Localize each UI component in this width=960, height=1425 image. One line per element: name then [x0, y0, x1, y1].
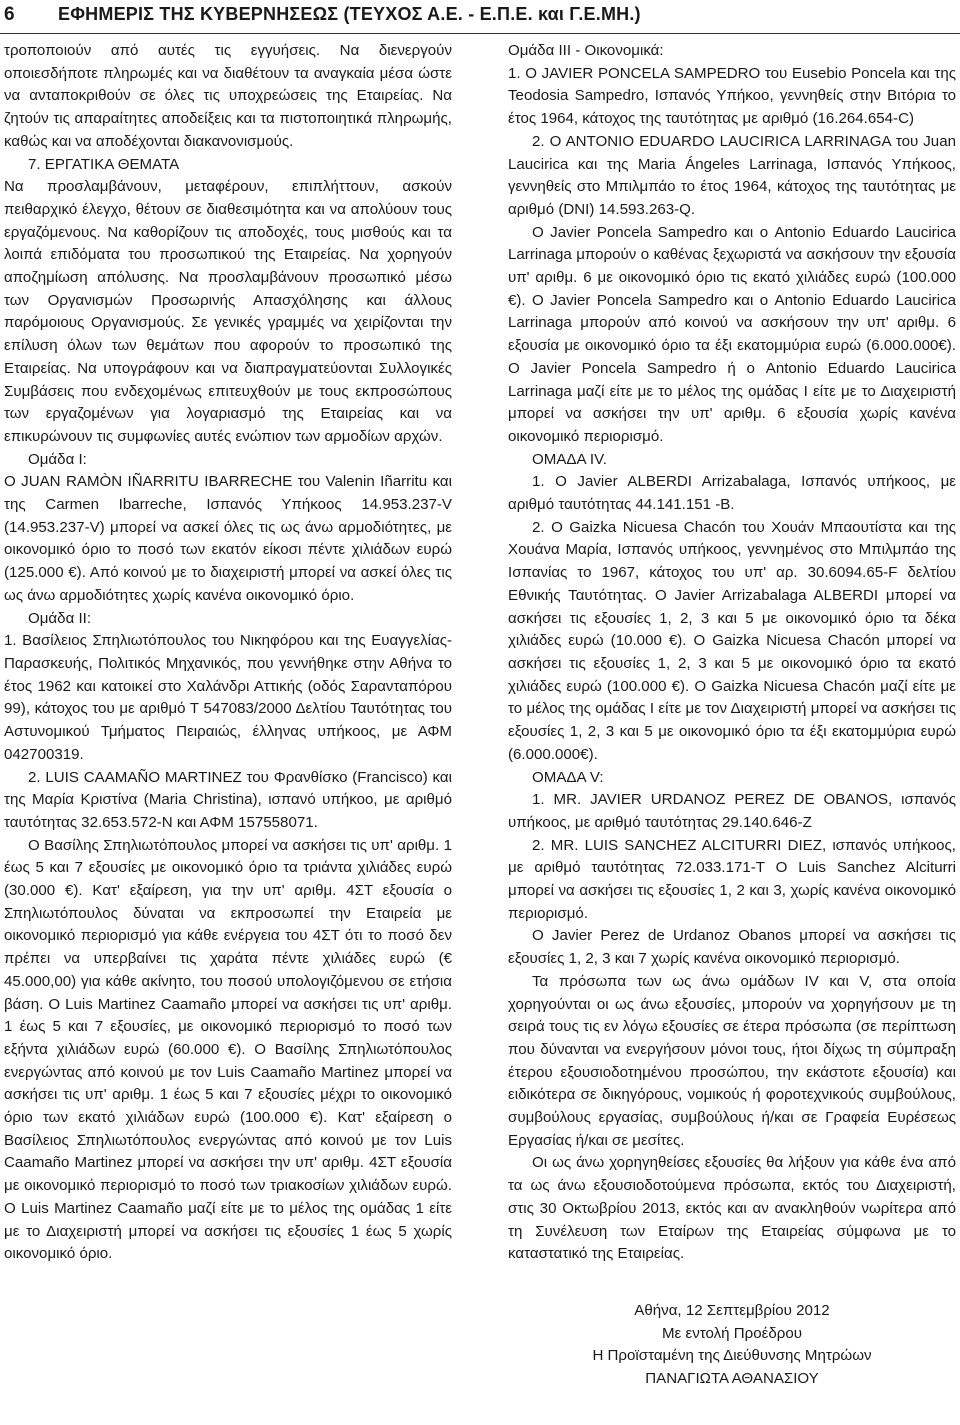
signature-name: ΠΑΝΑΓΙΩΤΑ ΑΘΑΝΑΣΙΟΥ [645, 1370, 819, 1388]
group-heading: Ομάδα ΙΙΙ - Οικονομικά: [508, 42, 664, 59]
group-heading: ΟΜΑΔΑ IV. [532, 450, 607, 468]
paragraph: 1. Βασίλειος Σπηλιωτόπουλος του Νικηφόρου και της Ευαγγελίας- Παρασκευής, Πολιτικός Μηχανικός, που γεννήθηκε στην Αθήνα το έτος 1962 και κατοικεί στο Χαλάνδρι Αττικής (οδός Σαρανταπόρου 99), κάτοχος του με αριθμό Τ 547083/2000 Δελτίου Ταυτότητας του Αστυνομικού Τμήματος Πειραιώς, έλληνας υπήκοος, με ΑΦΜ 042700319. [4, 632, 452, 763]
section-heading: 7. ΕΡΓΑΤΙΚΑ ΘΕΜΑΤΑ [28, 155, 180, 173]
group-heading: ΟΜΑΔΑ V: [532, 768, 604, 786]
header-divider [0, 33, 960, 34]
paragraph: 2. O ANTONIO EDUARDO LAUCIRICA LARRINAGA του Juan Laucirica και της Maria Ángeles Larrinaga, Ισπανός Υπήκοος, γεννηθείς στο Μπιλμπάο το έτος 1964, κάτοχος της ταυτότητας με αριθμό (DNI) 14.593.263-Q. [508, 132, 956, 218]
signature-place-date: Αθήνα, 12 Σεπτεμβρίου 2012 [634, 1301, 830, 1319]
paragraph: Οι ως άνω χορηγηθείσες εξουσίες θα λήξουν για κάθε ένα από τα ως άνω εξουσιοδοτούμενα πρόσωπα, εκτός του Διαχειριστή, στις 30 Οκτωβρίου 2013, εκτός και αν ανακληθούν νωρίτερα από τη Συνέλευση των Εταίρων της Εταιρείας σύμφωνα με το καταστατικό της Εταιρείας. [508, 1154, 956, 1263]
group-heading: Ομάδα ΙΙ: [28, 609, 92, 627]
paragraph: O Javier Poncela Sampedro και ο Antonio Eduardo Laucirica Larrinaga μπορούν ο καθένας ξεχωριστά να ασκήσουν την εξουσία υπ' αριθμ. 6 με οικονομικό όριο τις εκατό χιλιάδες ευρώ (100.000 €). O Javier Poncela Sampedro και ο Antonio Eduardo Laucirica Larrinaga μπορούν από κοινού να ασκήσουν την υπ' αριθμ. 6 εξουσία με οικονομικό όριο τα έξι εκατομμύρια ευρώ (6.000.000€). O Javier Poncela Sampedro ή ο Antonio Eduardo Laucirica Larrinaga μαζί είτε με το μέλος της ομάδας Ι είτε με το Διαχειριστή μπορεί να ασκήσει την υπ' αριθμ. 6 εξουσία χωρίς κανένα οικονομικό περιορισμό. [508, 223, 956, 445]
page-title: ΕΦΗΜΕΡΙΣ ΤΗΣ ΚΥΒΕΡΝΗΣΕΩΣ (ΤΕΥΧΟΣ Α.Ε. - Ε.Π.Ε. και Γ.Ε.ΜΗ.) [58, 4, 641, 24]
paragraph: Τα πρόσωπα των ως άνω ομάδων IV και V, στα οποία χορηγούνται οι ως άνω εξουσίες, μπορούν να χορηγήσουν με τη σειρά τους τις εν λόγω εξουσίες σε έτερα πρόσωπα (σε περίπτωση που δύνανται να ενεργήσουν μόνοι τους, ήτοι δίχως τη σύμπραξη έτερου εξουσιοδοτημένου προσώπου, την εκάστοτε εξουσία) και ειδικότερα σε δικηγόρους, νομικούς ή φοροτεχνικούς συμβούλους, συμβούλους εργασίας, συμβούλους ή/και σε Γραφεία Ευρέσεως Εργασίας ή/και σε μεσίτες. [508, 972, 956, 1149]
paragraph: 1. O JAVIER PONCELA SAMPEDRO του Eusebio Poncela και της Teodosia Sampedro, Ισπανός Υπήκοο, γεννηθείς στην Βιτόρια το έτος 1964, κάτοχος της ταυτότητας με αριθμό (16.264.654-C) [508, 64, 956, 128]
paragraph: 1. MR. JAVIER URDANOZ PEREZ DE OBANOS, ισπανός υπήκοος, με αριθμό ταυτότητας 29.140.646-Z [508, 791, 956, 831]
paragraph: 2. O Gaizka Nicuesa Chacón του Χουάν Μπαουτίστα και της Χουάνα Μαρία, Ισπανός υπήκοος, γεννημένος στο Μπιλμπάο της Ισπανίας το 1967, κάτοχος του υπ' αρ. 30.6094.65-F δελτίου Εθνικής Ταυτότητας. O Javier Arrizabalaga ALBERDI μπορεί να ασκήσει τις εξουσίες 1, 2, 3 και 5 με οικονομικό όριο τα δέκα χιλιάδες ευρώ (10.000 €). O Gaizka Nicuesa Chacón μπορεί να ασκήσει τις εξουσίες 1, 2, 3 και 5 με οικονομικό όριο τα εκατό χιλιάδες ευρώ (100.000 €). O Gaizka Nicuesa Chacón μαζί είτε με το μέλος της ομάδας Ι είτε με τον Διαχειριστή μπορεί να ασκήσει τις εξουσίες 1, 2, 3 και 5 με οικονομικό όριο τα έξι εκατομμύρια ευρώ (6.000.000€). [508, 518, 956, 763]
signature-office: Η Προϊσταμένη της Διεύθυνσης Μητρώων [592, 1347, 872, 1365]
page-header [0, 0, 960, 44]
paragraph: Να προσλαμβάνουν, μεταφέρουν, επιπλήττουν, ασκούν πειθαρχικό έλεγχο, θέτουν σε διαθεσιμότητα και να απολύουν τους εργαζόμενους. Να καθορίζουν τις αποδοχές, τους μισθούς και τα λοιπά επιδόματα του προσωπικού της Εταιρείας. Να χορηγούν αποζημίωση απόλυσης. Να προσλαμβάνουν προσωπικό μέσω των Οργανισμών Προσωρινής Απασχόλησης και άλλους παρόμοιους Οργανισμούς. Σε γενικές γραμμές να χειρίζονται την επίλυση όλων των θεμάτων που αφορούν το προσωπικό της Εταιρείας. Να υπογράφουν και να διαπραγματεύονται Συλλογικές Συμβάσεις που ενδεχομένως επιτευχθούν με τους εκπροσώπους των εργαζομένων για λογαριασμό της Εταιρείας και να επικυρώνουν τις συμφωνίες αυτές ενώπιον των αρμοδίων αρχών. [4, 178, 452, 445]
paragraph: 1. O Javier ALBERDI Arrizabalaga, Ισπανός υπήκοος, με αριθμό ταυτότητας 44.141.151 -B. [508, 473, 956, 514]
paragraph: 2. LUIS CAAMAÑO MARTINEZ του Φρανθίσκο (Francisco) και της Μαρία Κριστίνα (Maria Christina), ισπανό υπήκοο, με αριθμό ταυτότητας 32.653.572-N και ΑΦΜ 157558071. [4, 768, 452, 831]
paragraph: 2. MR. LUIS SANCHEZ ALCITURRI DIEZ, ισπανός υπήκοος, με αριθμό ταυτότητας 72.033.171-T O Luis Sanchez Alciturri μπορεί να ασκήσει τις εξουσίες 1, 2 και 3, χωρίς κανένα οικονομικό περιορισμό. [508, 836, 956, 922]
group-heading: Ομάδα Ι: [28, 450, 87, 468]
left-column [4, 40, 452, 1420]
paragraph: Ο Βασίλης Σπηλιωτόπουλος μπορεί να ασκήσει τις υπ' αριθμ. 1 έως 5 και 7 εξουσίες με οικονομικό όριο τα τριάντα χιλιάδες ευρώ (30.000 €). Κατ' εξαίρεση, για την υπ' αριθμ. 4ΣΤ εξουσία ο Σπηλιωτόπουλος δύναται να εκπροσωπεί την Εταιρεία με οικονομικό περιορισμό για κάθε ενέργεια του 4ΣΤ ότι το ποσό δεν πρέπει να υπερβαίνει τις χαράτα πέντε χιλιάδες ευρώ (€ 45.000,00) για κάθε ακίνητο, του ποσού υπολογιζόμενου σε ετήσια βάση. Ο Luis Martinez Caamaño μπορεί να ασκήσει τις υπ' αριθμ. 1 έως 5 και 7 εξουσίες, με οικονομικό περιορισμό το ποσό των εξήντα χιλιάδων ευρώ (60.000 €). Ο Βασίλης Σπηλιωτόπουλος ενεργώντας από κοινού με τον Luis Caamaño Martinez μπορεί να ασκήσει τις υπ' αριθμ. 1 έως 5 και 7 εξουσίες μέχρι το οικονομικό όριο των εκατό χιλιάδων ευρώ (100.000 €). Κατ' εξαίρεση ο Βασίλειος Σπηλιωτόπουλος ενεργώντας από κοινού με τον Luis Caamaño Martinez μπορεί να ασκήσει την υπ' αριθμ. 4ΣΤ εξουσία με οικονομικό περιορισμό το ποσό των τριακοσίων χιλιάδων ευρώ. Ο Luis Martinez Caamaño μαζί είτε με το μέλος της ομάδας 1 είτε με το Διαχειριστή μπορεί να ασκήσει τις εξουσίες 1 έως 5 χωρίς οικονομικό όριο. [4, 836, 452, 1263]
paragraph: O JUAN RAMÒN IÑARRITU IBARRECHE του Valenin Iñarritu και της Carmen Ibarreche, Ισπανός Υπήκοος 14.953.237-V (14.953.237-V) μπορεί να ασκεί όλες τις ως άνω αρμοδιότητες, με οικονομικό όριο το ποσό των εκατόν είκοσι πέντε χιλιάδων ευρώ (125.000 €). Από κοινού με το διαχειριστή μπορεί να ασκεί όλες τις ως άνω αρμοδιότητες χωρίς κανένα οικονομικό όριο. [4, 473, 452, 604]
page-number: 6 [4, 4, 15, 25]
signature-by-order: Με εντολή Προέδρου [661, 1324, 802, 1342]
paragraph: τροποποιούν από αυτές τις εγγυήσεις. Να διενεργούν οποιεσδήποτε πληρωμές και να διαθέτουν τα αναγκαία μέσα ώστε να ανταποκριθούν σε όλες τις υποχρεώσεις της Εταιρείας. Να ζητούν τις απαραίτητες αποδείξεις και τα πιστοποιητικά πληρωμής, καθώς και να αποδέχονται διακανονισμούς. [4, 42, 452, 150]
paragraph: O Javier Perez de Urdanoz Obanos μπορεί να ασκήσει τις εξουσίες 1, 2, 3 και 7 χωρίς κανένα οικονομικό περιορισμό. [508, 927, 956, 968]
right-column [508, 40, 956, 1420]
